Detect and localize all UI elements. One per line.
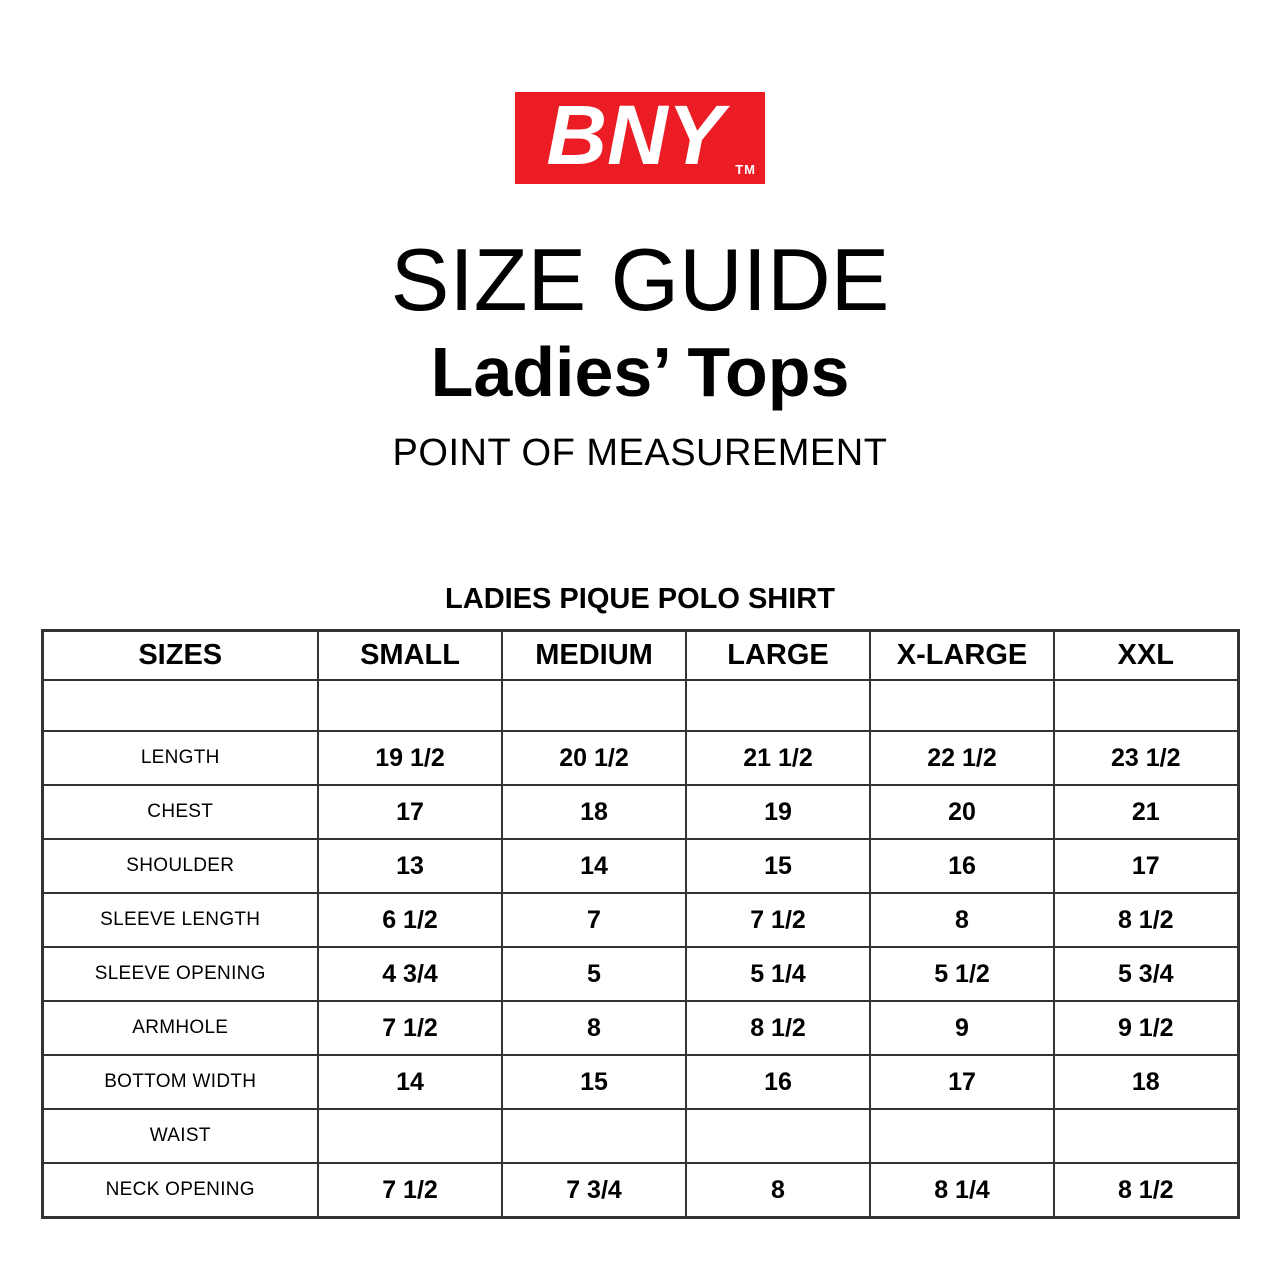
table-row — [42, 785, 1238, 839]
size-value-cell: 20 — [870, 785, 1054, 839]
bny-logo — [515, 88, 765, 184]
size-value-cell: 5 1/2 — [870, 947, 1054, 1001]
size-value-cell: 15 — [686, 839, 870, 893]
column-header-sizes: SIZES — [42, 630, 318, 680]
size-value-cell: 8 1/4 — [870, 1163, 1054, 1217]
header-row — [42, 630, 1238, 680]
bny-logo-text: BNY — [546, 88, 724, 182]
size-value-cell: 9 1/2 — [1054, 1001, 1238, 1055]
size-value-cell — [1054, 1109, 1238, 1163]
size-value-cell: 15 — [502, 1055, 686, 1109]
table-row — [42, 1163, 1238, 1217]
size-value-cell — [318, 1109, 502, 1163]
size-value-cell — [870, 1109, 1054, 1163]
size-value-cell: 7 3/4 — [502, 1163, 686, 1217]
size-value-cell: 5 1/4 — [686, 947, 870, 1001]
size-value-cell — [502, 680, 686, 731]
row-label — [42, 680, 318, 731]
table-row — [42, 947, 1238, 1001]
size-value-cell: 9 — [870, 1001, 1054, 1055]
size-value-cell — [502, 1109, 686, 1163]
size-value-cell: 16 — [686, 1055, 870, 1109]
size-value-cell — [686, 680, 870, 731]
row-label: CHEST — [42, 785, 318, 839]
size-value-cell: 17 — [318, 785, 502, 839]
size-value-cell: 18 — [502, 785, 686, 839]
trademark-mark: TM — [735, 162, 756, 177]
size-chart-table — [41, 629, 1240, 1219]
size-value-cell: 8 1/2 — [1054, 1163, 1238, 1217]
size-value-cell: 17 — [870, 1055, 1054, 1109]
row-label: SLEEVE OPENING — [42, 947, 318, 1001]
table-row — [42, 1109, 1238, 1163]
size-value-cell: 23 1/2 — [1054, 731, 1238, 785]
table-row — [42, 731, 1238, 785]
column-header-xxl: XXL — [1054, 630, 1238, 680]
table-title: LADIES PIQUE POLO SHIRT — [445, 583, 835, 615]
size-value-cell: 5 3/4 — [1054, 947, 1238, 1001]
size-value-cell: 18 — [1054, 1055, 1238, 1109]
size-value-cell: 22 1/2 — [870, 731, 1054, 785]
row-label: SHOULDER — [42, 839, 318, 893]
row-label: WAIST — [42, 1109, 318, 1163]
row-label: LENGTH — [42, 731, 318, 785]
table-row — [42, 893, 1238, 947]
size-value-cell: 13 — [318, 839, 502, 893]
table-row — [42, 839, 1238, 893]
size-value-cell: 8 1/2 — [1054, 893, 1238, 947]
size-value-cell — [1054, 680, 1238, 731]
size-value-cell: 19 1/2 — [318, 731, 502, 785]
size-value-cell: 7 — [502, 893, 686, 947]
column-header-medium: MEDIUM — [502, 630, 686, 680]
size-value-cell: 8 1/2 — [686, 1001, 870, 1055]
page-title: SIZE GUIDE — [390, 230, 890, 329]
size-value-cell — [686, 1109, 870, 1163]
size-value-cell — [318, 680, 502, 731]
column-header-large: LARGE — [686, 630, 870, 680]
table-row — [42, 1055, 1238, 1109]
size-value-cell: 5 — [502, 947, 686, 1001]
column-header-x-large: X-LARGE — [870, 630, 1054, 680]
size-value-cell: 14 — [318, 1055, 502, 1109]
row-label: SLEEVE LENGTH — [42, 893, 318, 947]
table-row — [42, 680, 1238, 731]
size-value-cell: 6 1/2 — [318, 893, 502, 947]
row-label: NECK OPENING — [42, 1163, 318, 1217]
table-row — [42, 1001, 1238, 1055]
row-label: ARMHOLE — [42, 1001, 318, 1055]
size-value-cell: 4 3/4 — [318, 947, 502, 1001]
size-value-cell: 20 1/2 — [502, 731, 686, 785]
size-value-cell: 7 1/2 — [318, 1001, 502, 1055]
size-value-cell — [870, 680, 1054, 731]
size-value-cell: 8 — [502, 1001, 686, 1055]
size-value-cell: 8 — [870, 893, 1054, 947]
size-value-cell: 21 1/2 — [686, 731, 870, 785]
size-table-body — [42, 680, 1238, 1217]
size-value-cell: 17 — [1054, 839, 1238, 893]
size-value-cell: 8 — [686, 1163, 870, 1217]
size-value-cell: 7 1/2 — [318, 1163, 502, 1217]
size-value-cell: 19 — [686, 785, 870, 839]
row-label: BOTTOM WIDTH — [42, 1055, 318, 1109]
size-value-cell: 16 — [870, 839, 1054, 893]
point-of-measurement-label: POINT OF MEASUREMENT — [392, 432, 888, 474]
size-value-cell: 14 — [502, 839, 686, 893]
column-header-small: SMALL — [318, 630, 502, 680]
page-subtitle: Ladies’ Tops — [430, 333, 850, 411]
size-value-cell: 7 1/2 — [686, 893, 870, 947]
size-value-cell: 21 — [1054, 785, 1238, 839]
